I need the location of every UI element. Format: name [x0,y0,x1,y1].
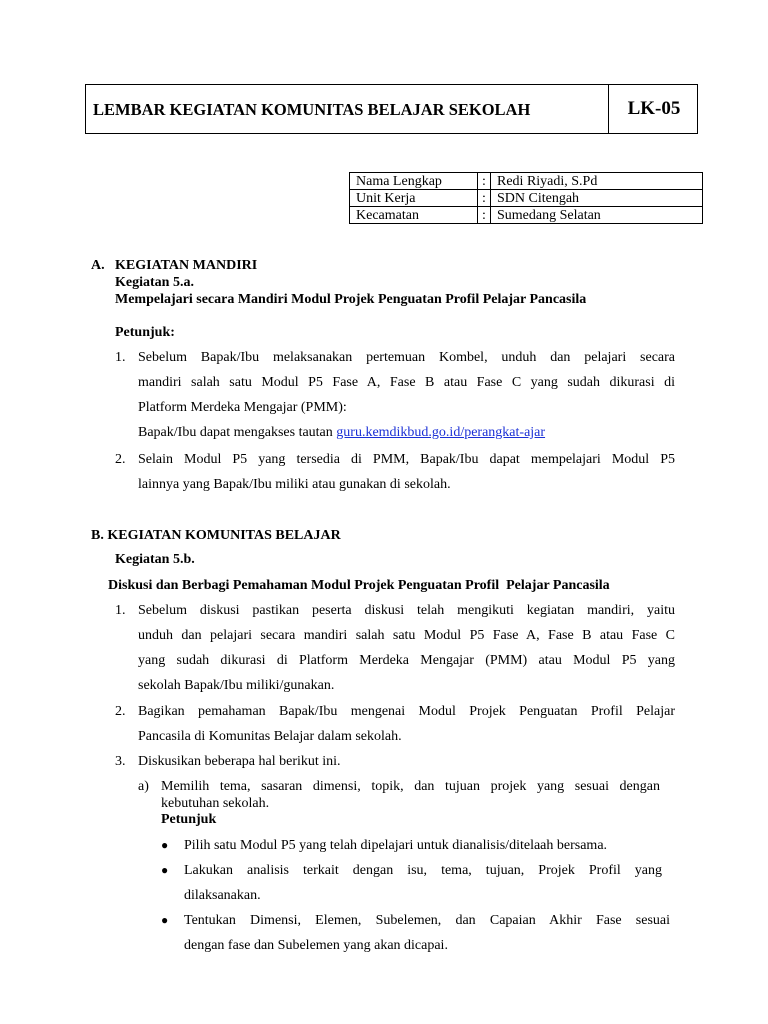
text-line: Pancasila di Komunitas Belajar dalam sekolah. [138,729,402,744]
name-value: Redi Riyadi, S.Pd [491,173,703,190]
sub-item-label: a) [138,779,149,794]
text-line: unduh dan pelajari secara mandiri salah satu Modul P5 Fase A, Fase B atau Fase C [138,628,675,643]
district-value: Sumedang Selatan [491,207,703,224]
text-line: Memilih tema, sasaran dimensi, topik, dan tujuan projek yang sesuai dengan [161,779,660,794]
list-number: 1. [115,350,126,365]
identity-table [349,172,703,224]
list-number: 3. [115,754,126,769]
list-number: 1. [115,603,126,618]
list-number: 2. [115,704,126,719]
access-text: Bapak/Ibu dapat mengakses tautan [138,425,337,440]
separator: : [478,207,491,224]
unit-label: Unit Kerja [350,190,478,207]
section-a-petunjuk: Petunjuk: [115,325,175,340]
section-a-heading: KEGIATAN MANDIRI [115,258,258,273]
section-b-item-1 [138,598,675,698]
unit-value: SDN Citengah [491,190,703,207]
text-line: mandiri salah satu Modul P5 Fase A, Fase B atau Fase C yang sudah dikurasi di [138,375,675,390]
separator: : [478,190,491,207]
text-line: yang sudah dikurasi di Platform Merdeka Mengajar (PMM) atau Modul P5 yang [138,653,675,668]
text-line: Pilih satu Modul P5 yang telah dipelajari untuk dianalisis/ditelaah bersama. [184,838,608,853]
list-number: 2. [115,452,126,467]
text-line: Tentukan Dimensi, Elemen, Subelemen, dan Capaian Akhir Fase sesuai [184,913,670,928]
document-title: LEMBAR KEGIATAN KOMUNITAS BELAJAR SEKOLAH [93,100,531,119]
bullet-icon: ● [161,913,169,927]
text-line: dengan fase dan Subelemen yang akan dicapai. [184,938,448,953]
section-a-activity: Kegiatan 5.a. [115,275,194,290]
document-code: LK-05 [627,98,681,119]
section-b-activity: Kegiatan 5.b. [115,552,195,567]
bullet-icon: ● [161,863,169,877]
bullet-item-2 [184,858,662,908]
sub-item-a-petunjuk: Petunjuk [161,812,217,827]
section-b-subtitle: Diskusi dan Berbagi Pemahaman Modul Projek Penguatan Profil Pelajar Pancasila [108,578,610,593]
text-line: kebutuhan sekolah. [161,796,270,811]
section-a-subtitle: Mempelajari secara Mandiri Modul Projek Penguatan Profil Pelajar Pancasila [115,292,587,307]
text-line: Bagikan pemahaman Bapak/Ibu mengenai Modul Projek Penguatan Profil Pelajar [138,704,675,719]
access-line [138,420,675,445]
text-line: Sebelum Bapak/Ibu melaksanakan pertemuan Kombel, unduh dan pelajari secara [138,350,675,365]
text-line: Sebelum diskusi pastikan peserta diskusi telah mengikuti kegiatan mandiri, yaitu [138,603,675,618]
sub-item-a-text [161,778,660,812]
header-box [85,84,698,134]
bullet-icon: ● [161,838,169,852]
bullet-item-3 [184,908,670,958]
perangkat-ajar-link[interactable]: guru.kemdikbud.go.id/perangkat-ajar [336,425,546,440]
text-line: dilaksanakan. [184,888,261,903]
section-b-item-2 [138,699,675,749]
section-b-item-3 [138,749,675,774]
table-row [350,207,703,224]
section-a-item-2 [138,447,675,497]
text-line: Platform Merdeka Mengajar (PMM): [138,400,347,415]
text-line: Diskusikan beberapa hal berikut ini. [138,754,341,769]
district-label: Kecamatan [350,207,478,224]
separator: : [478,173,491,190]
text-line: Selain Modul P5 yang tersedia di PMM, Bapak/Ibu dapat mempelajari Modul P5 [138,452,675,467]
table-row [350,173,703,190]
section-b-heading: B. KEGIATAN KOMUNITAS BELAJAR [91,528,341,543]
text-line: Lakukan analisis terkait dengan isu, tema, tujuan, Projek Profil yang [184,863,662,878]
bullet-item-1 [184,833,670,858]
table-row [350,190,703,207]
text-line: sekolah Bapak/Ibu miliki/gunakan. [138,678,335,693]
text-line: lainnya yang Bapak/Ibu miliki atau gunakan di sekolah. [138,477,451,492]
name-label: Nama Lengkap [350,173,478,190]
section-a-letter: A. [91,258,105,273]
section-a-item-1 [138,345,675,445]
